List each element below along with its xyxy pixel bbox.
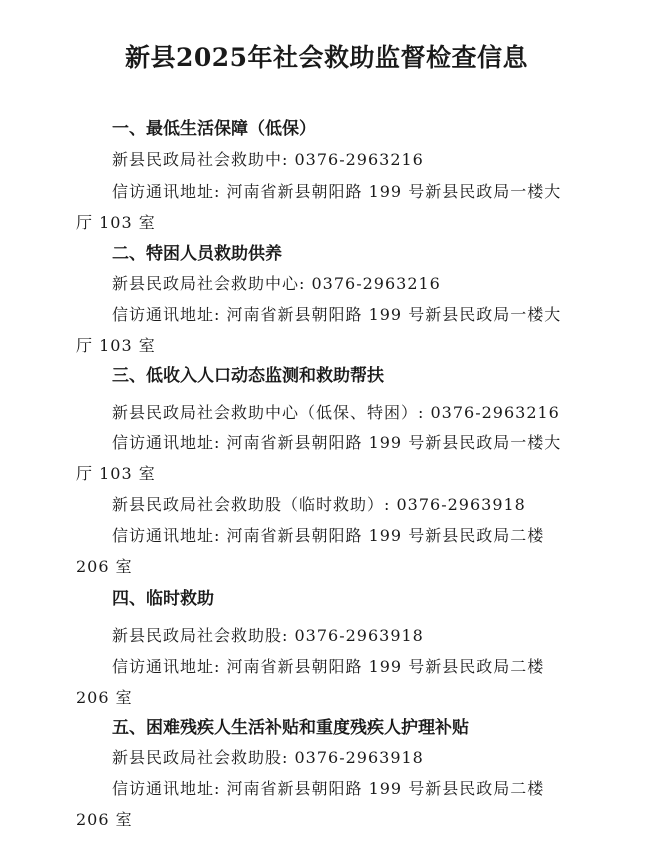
section-4-phone-line: 新县民政局社会救助股: 0376-2963918 [112,626,424,645]
section-2-address-line: 信访通讯地址: 河南省新县朝阳路 199 号新县民政局一楼大 [112,305,562,324]
section-4-address-line: 信访通讯地址: 河南省新县朝阳路 199 号新县民政局二楼 [112,657,545,676]
section-3-unit-address-continuation: 206 室 [76,557,133,576]
section-heading-temporary-assistance: 四、临时救助 [112,589,214,609]
section-1-address-continuation: 厅 103 室 [76,213,156,232]
section-1-phone-line: 新县民政局社会救助中: 0376-2963216 [112,150,424,169]
section-5-address-continuation: 206 室 [76,810,133,829]
section-3-center-address-continuation: 厅 103 室 [76,464,156,483]
section-4-address-continuation: 206 室 [76,688,133,707]
page-title: 新县2025年社会救助监督检查信息 [124,43,529,72]
section-2-address-continuation: 厅 103 室 [76,336,156,355]
section-5-address-line: 信访通讯地址: 河南省新县朝阳路 199 号新县民政局二楼 [112,779,545,798]
section-heading-low-income-monitoring: 三、低收入人口动态监测和救助帮扶 [112,366,384,386]
section-heading-disability-subsidies: 五、困难残疾人生活补贴和重度残疾人护理补贴 [112,718,469,738]
section-1-address-line: 信访通讯地址: 河南省新县朝阳路 199 号新县民政局一楼大 [112,182,562,201]
section-heading-destitute-support: 二、特困人员救助供养 [112,244,282,264]
section-5-phone-line: 新县民政局社会救助股: 0376-2963918 [112,748,424,767]
section-2-phone-line: 新县民政局社会救助中心: 0376-2963216 [112,274,441,293]
section-heading-subsistence-allowance: 一、最低生活保障（低保） [112,119,316,139]
section-3-center-phone-line: 新县民政局社会救助中心（低保、特困）: 0376-2963216 [112,403,560,422]
section-3-unit-phone-line: 新县民政局社会救助股（临时救助）: 0376-2963918 [112,495,526,514]
section-3-center-address-line: 信访通讯地址: 河南省新县朝阳路 199 号新县民政局一楼大 [112,433,562,452]
section-3-unit-address-line: 信访通讯地址: 河南省新县朝阳路 199 号新县民政局二楼 [112,526,545,545]
